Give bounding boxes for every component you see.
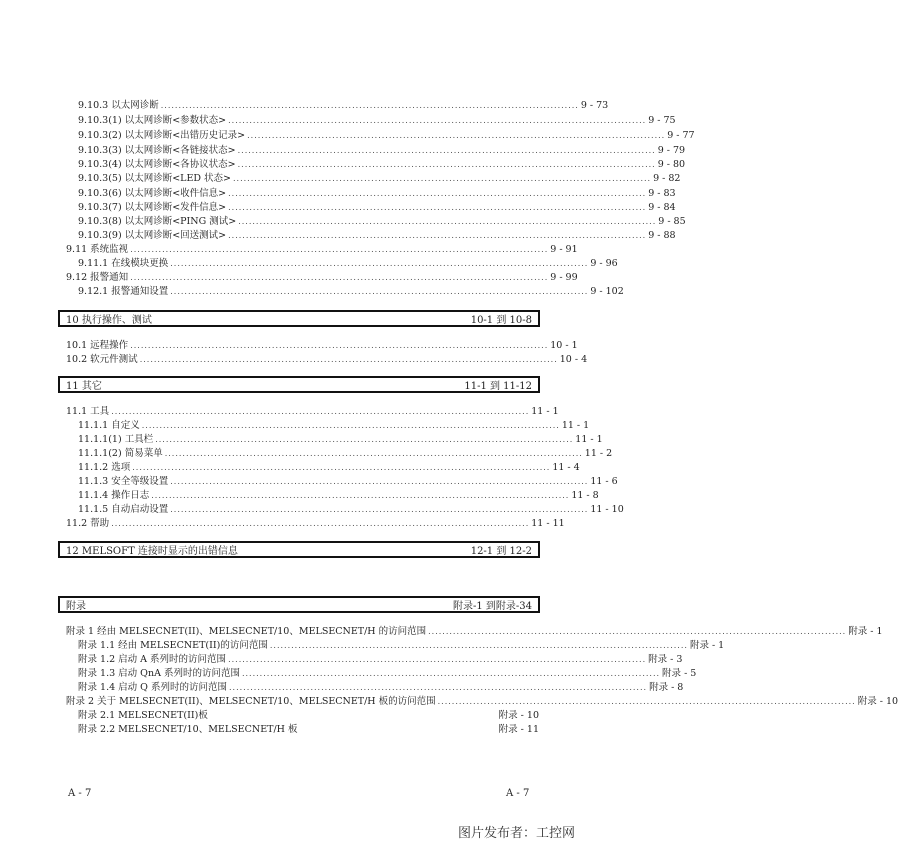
toc-leader: ...................................................................................................................... bbox=[132, 463, 551, 472]
chapter-page-range: 11-1 到 11-12 bbox=[464, 381, 532, 392]
toc-entry-page: 9 - 75 bbox=[648, 115, 676, 126]
toc-entry-title: 9.10.3 以太网诊断 bbox=[78, 100, 159, 111]
toc-entry-page: 附录 - 10 bbox=[498, 710, 539, 721]
toc-entry-title: 附录 1.3 启动 QnA 系列时的访问范围 bbox=[78, 668, 240, 679]
toc-entry-page: 9 - 102 bbox=[590, 286, 624, 297]
toc-entry-title: 9.10.3(2) 以太网诊断<出错历史记录> bbox=[78, 130, 246, 141]
toc-entry-page: 附录 - 1 bbox=[689, 640, 725, 651]
toc-entry-title: 11.1.1(2) 简易菜单 bbox=[78, 448, 163, 459]
toc-entry[interactable] bbox=[78, 172, 681, 185]
toc-entry-title: 附录 1.1 经由 MELSECNET(II)的访问范围 bbox=[78, 640, 268, 651]
toc-entry-title: 9.10.3(3) 以太网诊断<各链接状态> bbox=[78, 145, 236, 156]
toc-entry[interactable] bbox=[78, 667, 697, 680]
toc-entry-title: 附录 1 经由 MELSECNET(II)、MELSECNET/10、MELSECNET/H 的访问范围 bbox=[66, 626, 427, 637]
toc-entry-title: 9.10.3(6) 以太网诊断<收件信息> bbox=[78, 188, 227, 199]
toc-entry-page: 附录 - 1 bbox=[848, 626, 883, 637]
toc-entry[interactable] bbox=[66, 517, 565, 530]
toc-entry-title: 11.1.5 自动启动设置 bbox=[78, 504, 169, 515]
toc-leader: ...................................................................................................................... bbox=[428, 627, 847, 636]
appendix-header[interactable] bbox=[58, 596, 540, 613]
toc-entry-title: 附录 1.2 启动 A 系列时的访问范围 bbox=[78, 654, 227, 665]
toc-leader: ...................................................................................................................... bbox=[164, 449, 583, 458]
toc-leader: ...................................................................................................................... bbox=[237, 160, 656, 169]
toc-entry[interactable] bbox=[78, 709, 539, 722]
toc-entry[interactable] bbox=[78, 144, 686, 157]
chapter-title: 12 MELSOFT 连接时显示的出错信息 bbox=[66, 546, 238, 557]
watermark: 图片发布者：工控网 bbox=[458, 826, 576, 841]
toc-entry[interactable] bbox=[66, 339, 578, 352]
toc-leader: ...................................................................................................................... bbox=[151, 491, 570, 500]
toc-entry[interactable] bbox=[78, 489, 599, 502]
toc-entry-title: 9.12.1 报警通知设置 bbox=[78, 286, 169, 297]
toc-entry-page: 11 - 10 bbox=[590, 504, 624, 515]
toc-entry[interactable] bbox=[78, 681, 684, 694]
chapter-10-header[interactable] bbox=[58, 310, 540, 327]
toc-leader: ...................................................................................................................... bbox=[139, 355, 558, 364]
toc-entry[interactable] bbox=[78, 433, 603, 446]
toc-entry[interactable] bbox=[78, 187, 676, 200]
toc-entry-page: 11 - 2 bbox=[584, 448, 613, 459]
toc-entry[interactable] bbox=[78, 285, 624, 298]
toc-entry-title: 9.10.3(1) 以太网诊断<参数状态> bbox=[78, 115, 227, 126]
toc-leader: ...................................................................................................................... bbox=[228, 116, 647, 125]
toc-entry-page: 附录 - 10 bbox=[857, 696, 898, 707]
toc-entry[interactable] bbox=[66, 353, 588, 366]
toc-entry-page: 11 - 1 bbox=[575, 434, 603, 445]
toc-entry-title: 11.1.4 操作日志 bbox=[78, 490, 150, 501]
chapter-title: 10 执行操作、测试 bbox=[66, 315, 152, 326]
toc-entry[interactable] bbox=[66, 405, 559, 418]
toc-entry-page: 11 - 6 bbox=[590, 476, 618, 487]
toc-leader: ...................................................................................................................... bbox=[130, 245, 549, 254]
toc-entry[interactable] bbox=[78, 475, 618, 488]
toc-entry-title: 9.10.3(5) 以太网诊断<LED 状态> bbox=[78, 173, 231, 184]
toc-entry-title: 附录 2.1 MELSECNET(II)板 bbox=[78, 710, 208, 721]
toc-entry-page: 9 - 85 bbox=[658, 216, 686, 227]
toc-leader: ...................................................................................................................... bbox=[233, 174, 652, 183]
toc-leader: ...................................................................................................................... bbox=[111, 519, 530, 528]
toc-leader: ...................................................................................................................... bbox=[238, 217, 657, 226]
toc-leader: ...................................................................................................................... bbox=[269, 641, 688, 650]
page-number-right: A - 7 bbox=[506, 788, 530, 799]
toc-entry-title: 11.1.1(1) 工具栏 bbox=[78, 434, 154, 445]
toc-entry[interactable] bbox=[78, 114, 676, 127]
toc-entry[interactable] bbox=[78, 503, 624, 516]
toc-entry-page: 附录 - 11 bbox=[498, 724, 539, 735]
toc-entry-title: 附录 2.2 MELSECNET/10、MELSECNET/H 板 bbox=[78, 724, 298, 735]
toc-entry-page: 11 - 8 bbox=[571, 490, 599, 501]
toc-entry-page: 11 - 1 bbox=[561, 420, 590, 431]
toc-entry[interactable] bbox=[78, 257, 618, 270]
toc-entry[interactable] bbox=[78, 461, 580, 474]
toc-leader: ...................................................................................................................... bbox=[228, 231, 647, 240]
toc-entry[interactable] bbox=[78, 639, 725, 652]
toc-entry[interactable] bbox=[78, 201, 676, 214]
toc-entry[interactable] bbox=[78, 215, 686, 228]
toc-entry-page: 9 - 83 bbox=[648, 188, 676, 199]
toc-entry[interactable] bbox=[78, 158, 686, 171]
toc-entry-title: 附录 2 关于 MELSECNET(II)、MELSECNET/10、MELSECNET/H 板的访问范围 bbox=[66, 696, 436, 707]
toc-entry-page: 9 - 82 bbox=[653, 173, 681, 184]
toc-entry[interactable] bbox=[66, 695, 898, 708]
toc-leader: ...................................................................................................................... bbox=[111, 407, 530, 416]
toc-leader: ...................................................................................................................... bbox=[155, 435, 574, 444]
toc-leader: ...................................................................................................................... bbox=[228, 203, 647, 212]
chapter-page-range: 12-1 到 12-2 bbox=[470, 546, 532, 557]
toc-leader: ...................................................................................................................... bbox=[228, 683, 648, 692]
toc-leader: ...................................................................................................................... bbox=[241, 669, 661, 678]
toc-entry-title: 9.12 报警通知 bbox=[66, 272, 129, 283]
toc-entry[interactable] bbox=[78, 653, 683, 666]
toc-entry[interactable] bbox=[78, 447, 613, 460]
toc-entry[interactable] bbox=[78, 419, 590, 432]
toc-leader: ...................................................................................................................... bbox=[141, 421, 560, 430]
toc-entry-page: 9 - 88 bbox=[648, 230, 676, 241]
toc-entry-title: 9.10.3(8) 以太网诊断<PING 测试> bbox=[78, 216, 237, 227]
toc-entry-page: 9 - 73 bbox=[580, 100, 609, 111]
toc-entry-title: 9.10.3(9) 以太网诊断<回送测试> bbox=[78, 230, 227, 241]
toc-entry-title: 9.10.3(7) 以太网诊断<发件信息> bbox=[78, 202, 227, 213]
toc-entry-page: 9 - 96 bbox=[590, 258, 618, 269]
toc-entry-page: 附录 - 5 bbox=[662, 668, 697, 679]
toc-entry-title: 附录 1.4 启动 Q 系列时的访问范围 bbox=[78, 682, 227, 693]
toc-entry[interactable] bbox=[66, 243, 578, 256]
toc-entry-title: 9.11 系统监视 bbox=[66, 244, 129, 255]
toc-entry-title: 9.11.1 在线模块更换 bbox=[78, 258, 169, 269]
toc-entry-page: 附录 - 3 bbox=[648, 654, 683, 665]
toc-entry-page: 11 - 4 bbox=[552, 462, 580, 473]
toc-entry-title: 10.1 远程操作 bbox=[66, 340, 129, 351]
toc-entry-title: 11.1 工具 bbox=[66, 406, 110, 417]
toc-entry-page: 9 - 79 bbox=[657, 145, 686, 156]
toc-entry-title: 9.10.3(4) 以太网诊断<各协议状态> bbox=[78, 159, 236, 170]
chapter-title: 11 其它 bbox=[66, 381, 102, 392]
toc-entry-page: 附录 - 8 bbox=[649, 682, 684, 693]
toc-entry[interactable] bbox=[78, 99, 609, 112]
toc-entry[interactable] bbox=[78, 229, 676, 242]
appendix-title: 附录 bbox=[66, 601, 86, 612]
toc-entry[interactable] bbox=[78, 129, 695, 142]
toc-entry[interactable] bbox=[66, 271, 578, 284]
chapter-12-header[interactable] bbox=[58, 541, 540, 558]
toc-entry-page: 11 - 11 bbox=[531, 518, 565, 529]
toc-leader: ...................................................................................................................... bbox=[170, 287, 589, 296]
toc-leader: ...................................................................................................................... bbox=[170, 505, 589, 514]
toc-entry-title: 11.1.2 选项 bbox=[78, 462, 131, 473]
toc-leader: ...................................................................................................................... bbox=[437, 697, 856, 706]
toc-entry[interactable] bbox=[66, 625, 883, 638]
toc-entry-page: 11 - 1 bbox=[531, 406, 559, 417]
toc-leader: ...................................................................................................................... bbox=[130, 273, 549, 282]
toc-entry-page: 10 - 1 bbox=[550, 340, 578, 351]
toc-entry-title: 11.1.3 安全等级设置 bbox=[78, 476, 169, 487]
toc-entry-page: 10 - 4 bbox=[559, 354, 588, 365]
toc-entry[interactable] bbox=[78, 723, 539, 736]
chapter-11-header[interactable] bbox=[58, 376, 540, 393]
page-number-left: A - 7 bbox=[68, 788, 92, 799]
toc-leader: ...................................................................................................................... bbox=[228, 655, 647, 664]
toc-leader: ...................................................................................................................... bbox=[247, 131, 666, 140]
toc-leader: ...................................................................................................................... bbox=[237, 146, 656, 155]
toc-entry-title: 11.2 帮助 bbox=[66, 518, 110, 529]
toc-leader: ...................................................................................................................... bbox=[228, 189, 647, 198]
toc-leader: ...................................................................................................................... bbox=[170, 477, 589, 486]
toc-leader: ...................................................................................................................... bbox=[130, 341, 549, 350]
chapter-page-range: 10-1 到 10-8 bbox=[470, 315, 532, 326]
toc-entry-page: 9 - 99 bbox=[550, 272, 578, 283]
toc-entry-title: 11.1.1 自定义 bbox=[78, 420, 140, 431]
appendix-page-range: 附录-1 到附录-34 bbox=[452, 601, 532, 612]
toc-leader: ...................................................................................................................... bbox=[160, 101, 579, 110]
toc-entry-page: 9 - 77 bbox=[667, 130, 695, 141]
toc-leader: ...................................................................................................................... bbox=[170, 259, 589, 268]
toc-entry-page: 9 - 91 bbox=[550, 244, 578, 255]
toc-entry-title: 10.2 软元件测试 bbox=[66, 354, 138, 365]
toc-entry-page: 9 - 80 bbox=[657, 159, 686, 170]
toc-entry-page: 9 - 84 bbox=[648, 202, 676, 213]
